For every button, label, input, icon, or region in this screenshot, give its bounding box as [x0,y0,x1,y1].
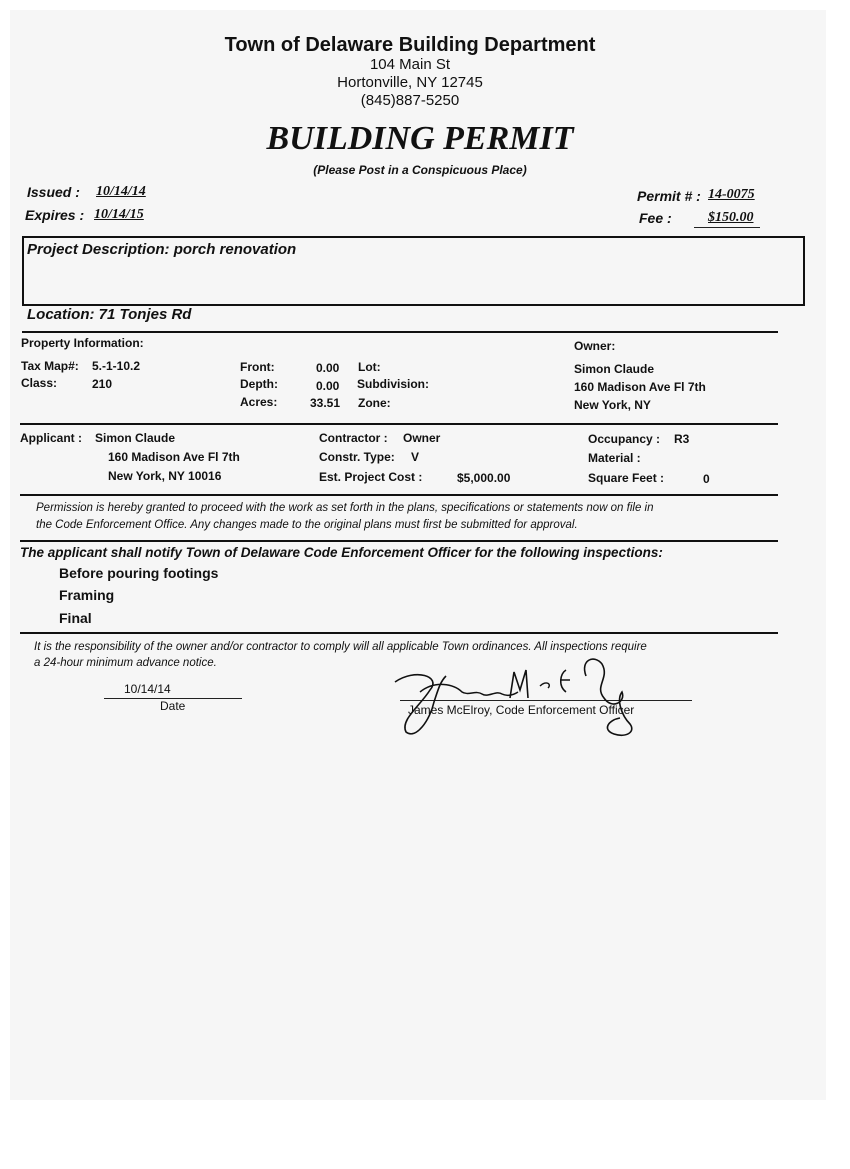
contractor-value: Owner [403,431,441,445]
constr-type-value: V [411,450,420,464]
property-heading: Property Information: [21,336,144,350]
signoff-date: 10/14/14 [124,682,171,696]
sqft-value: 0 [703,472,710,486]
expires-date: 10/14/15 [94,207,144,222]
cost-value: $5,000.00 [457,471,511,485]
department-name: Town of Delaware Building Department [224,34,596,56]
street-address: 104 Main St [369,56,451,73]
applicant-city: New York, NY 10016 [108,469,222,483]
page-title: BUILDING PERMIT [266,120,574,157]
contractor-label: Contractor : [319,431,388,445]
inspection-item: Final [59,610,92,626]
divider [20,494,778,496]
occupancy-label: Occupancy : [588,432,661,446]
officer-name: James McElroy, Code Enforcement Officer [408,703,635,717]
applicant-address: 160 Madison Ave Fl 7th [108,450,240,464]
inspections-heading: The applicant shall notify Town of Delaware Code Enforcement Officer for the following inspections: [20,545,663,560]
tax-map-value: 5.-1-10.2 [92,359,141,373]
applicant-name: Simon Claude [95,431,176,445]
occupancy-value: R3 [674,432,690,446]
cost-label: Est. Project Cost : [319,470,423,484]
constr-type-label: Constr. Type: [319,450,395,464]
front-value: 0.00 [316,361,340,375]
divider [20,632,778,634]
responsibility-text: It is the responsibility of the owner and/or contractor to comply will all applicable Town ordinances. All inspections require [34,641,647,653]
zone-label: Zone: [358,396,391,410]
depth-value: 0.00 [316,379,340,393]
permit-number: 14-0075 [708,187,755,202]
front-label: Front: [240,360,275,374]
expires-label: Expires : [25,207,85,223]
location: Location: 71 Tonjes Rd [27,306,192,323]
owner-address: 160 Madison Ave Fl 7th [574,380,706,394]
permission-text: Permission is hereby granted to proceed with the work as set forth in the plans, specifications or statements now on file in [36,502,654,514]
applicant-label: Applicant : [20,431,82,445]
fee-label: Fee : [639,210,672,226]
class-value: 210 [92,377,113,391]
divider [20,540,778,542]
issued-label: Issued : [27,184,80,200]
project-description: Project Description: porch renovation [27,241,297,258]
permit-number-label: Permit # : [637,188,701,204]
inspection-item: Before pouring footings [59,565,219,581]
permission-text: the Code Enforcement Office. Any changes made to the original plans must first be submitted for approval. [36,519,578,531]
class-label: Class: [21,376,58,390]
depth-label: Depth: [240,377,278,391]
owner-city: New York, NY [574,398,651,412]
inspection-item: Framing [59,587,115,603]
issued-date: 10/14/14 [96,184,146,199]
divider [20,423,778,425]
post-notice: (Please Post in a Conspicuous Place) [313,163,527,177]
responsibility-text: a 24-hour minimum advance notice. [34,657,217,669]
tax-map-label: Tax Map#: [21,359,79,373]
subdivision-label: Subdivision: [357,377,429,391]
date-label: Date [160,699,186,713]
sqft-label: Square Feet : [588,471,665,485]
divider [22,331,778,333]
acres-value: 33.51 [310,396,341,410]
handwritten-signature [390,650,670,740]
fee-underline [694,227,760,228]
city-address: Hortonville, NY 12745 [337,74,483,91]
lot-label: Lot: [358,360,381,374]
owner-heading: Owner: [574,339,616,353]
owner-name: Simon Claude [574,362,655,376]
acres-label: Acres: [240,395,278,409]
material-label: Material : [588,451,641,465]
fee-amount: $150.00 [708,210,754,225]
phone-number: (845)887-5250 [360,92,460,109]
